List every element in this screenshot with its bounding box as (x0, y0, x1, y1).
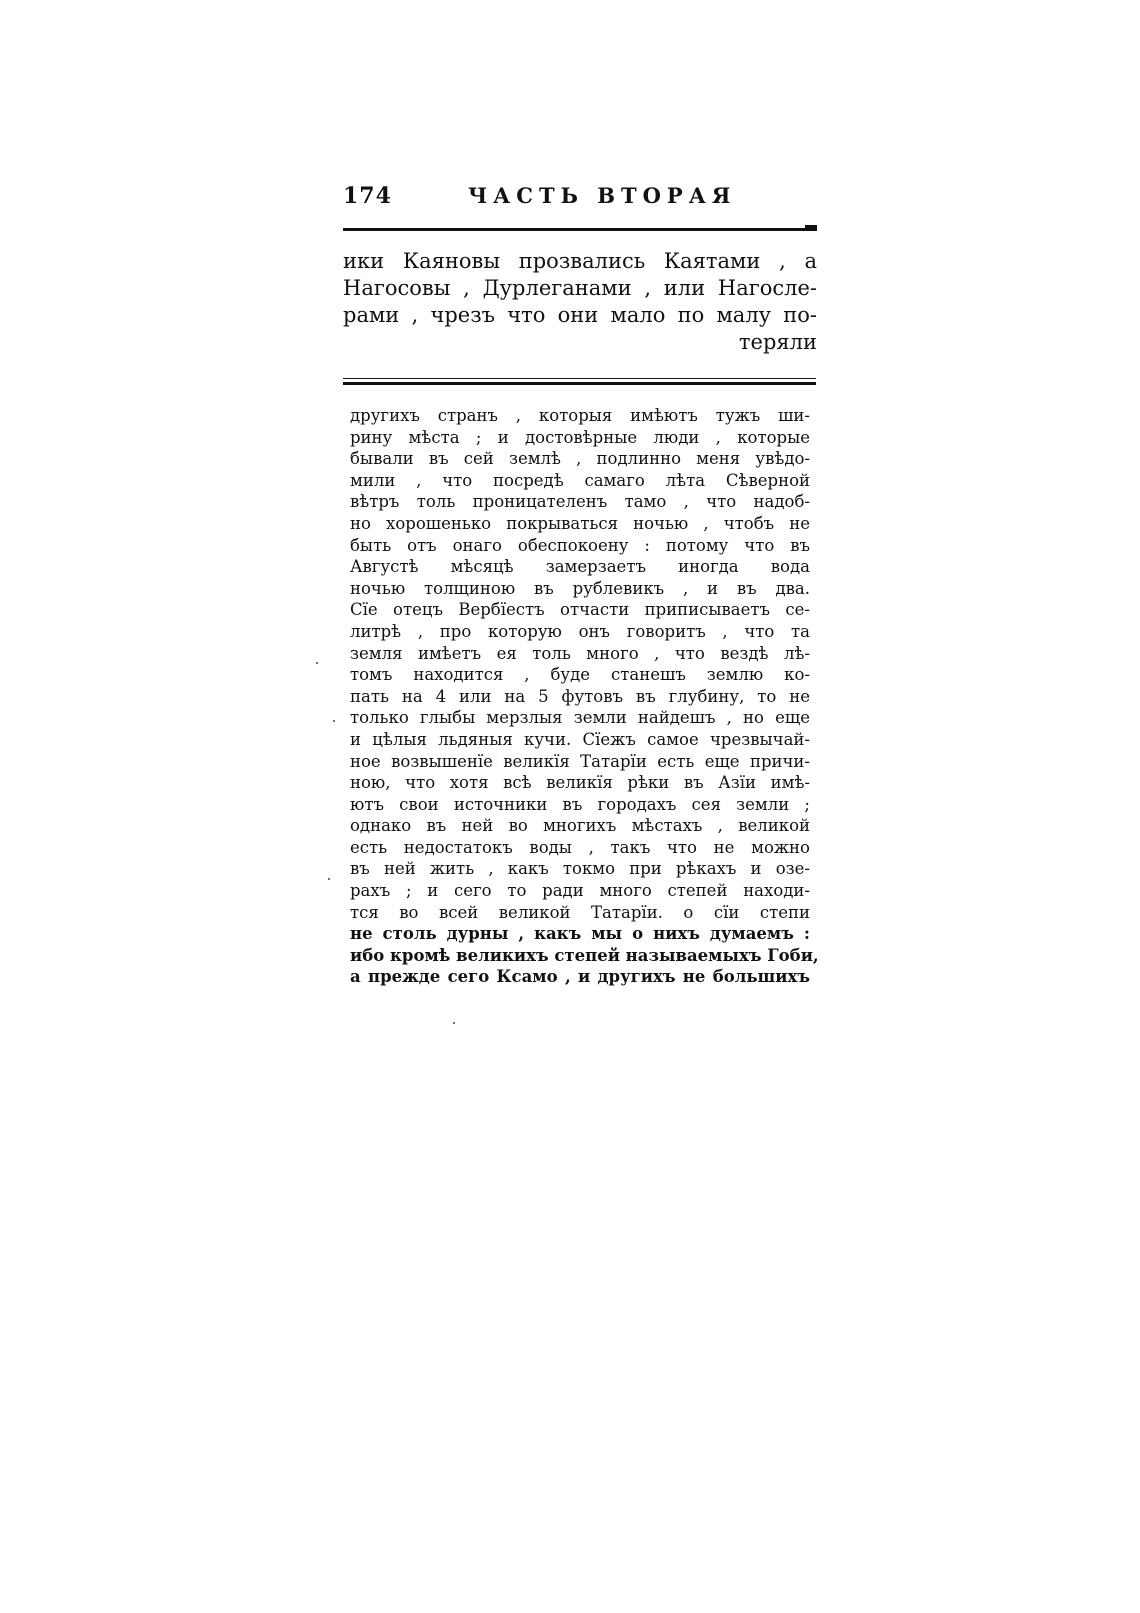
upper-line: Нагосовы , Дурлеганами , или Нагосле- (343, 276, 817, 300)
body-line: другихъ странъ , которыя имѣютъ тужъ ши- (350, 406, 810, 425)
body-line: мили , что посредѣ самаго лѣта Сѣверной (350, 470, 810, 490)
body-line: томъ находится , буде станешъ землю ко- (350, 665, 810, 685)
scan-speck (333, 720, 335, 722)
scan-speck (316, 662, 318, 664)
scan-speck (328, 878, 330, 880)
body-line: однако въ ней во многихъ мѣстахъ , великой (350, 816, 810, 836)
body-line: не столь дурны , какъ мы о нихъ думаемъ : (350, 924, 810, 944)
body-line: литрѣ , про которую онъ говоритъ , что та (350, 621, 810, 641)
body-text-block (350, 405, 819, 988)
separator-rule-thick (343, 382, 816, 385)
body-line: только глыбы мерзлыя земли найдешъ , но еще (350, 708, 810, 728)
body-line: Августѣ мѣсяцѣ замерзаетъ иногда вода (350, 557, 810, 577)
body-line: пать на 4 или на 5 футовъ въ глубину, то не (350, 686, 810, 706)
body-line: быть отъ онаго обеспокоену : потому что въ (350, 535, 810, 555)
body-line: ночью толщиною въ рублевикъ , и въ два. (350, 578, 810, 598)
page-header (343, 183, 823, 223)
body-line: ютъ свои источники въ городахъ сея земли ; (350, 794, 810, 814)
running-title: ЧАСТЬ ВТОРАЯ (468, 183, 737, 208)
body-line: въ ней жить , какъ токмо при рѣкахъ и озе- (350, 859, 810, 879)
body-line: ное возвышенїе великїя Татарїи есть еще причи- (350, 751, 810, 771)
body-line: рахъ ; и сего то ради много степей находи- (350, 881, 810, 901)
body-line: вѣтръ толь проницателенъ тамо , что надоб- (350, 492, 810, 512)
upper-line: ики Каяновы прозвались Каятами , а (343, 249, 817, 273)
body-line: земля имѣетъ ея толь много , что вездѣ лѣ- (350, 643, 810, 663)
upper-line: теряли (738, 330, 817, 354)
page-number: 174 (343, 183, 392, 209)
header-rule (343, 228, 816, 231)
body-line: ною, что хотя всѣ великїя рѣки въ Азїи имѣ- (350, 773, 810, 793)
upper-line: рами , чрезъ что они мало по малу по- (343, 303, 817, 327)
body-line: рину мѣста ; и достовѣрные люди , которые (350, 427, 810, 447)
body-line: но хорошенько покрываться ночью , чтобъ не (350, 513, 810, 533)
body-line: Сїе отецъ Вербїестъ отчасти приписываетъ се- (350, 600, 810, 620)
body-line: есть недостатокъ воды , такъ что не можно (350, 837, 810, 857)
upper-text-block (343, 248, 817, 356)
body-line: ибо кромѣ великихъ степей называемыхъ Гоби, (350, 945, 819, 965)
body-line: а прежде сего Ксамо , и другихъ не большихъ (350, 967, 810, 987)
body-line: тся во всей великой Татарїи. о сїи степи (350, 902, 810, 922)
body-line: бывали въ сей землѣ , подлинно меня увѣдо- (350, 449, 810, 469)
scan-speck (453, 1022, 455, 1024)
header-rule-end (805, 225, 817, 231)
separator-rule-thin (343, 378, 816, 379)
body-line: и цѣлыя льдяныя кучи. Сїежъ самое чрезвычай- (350, 729, 810, 749)
